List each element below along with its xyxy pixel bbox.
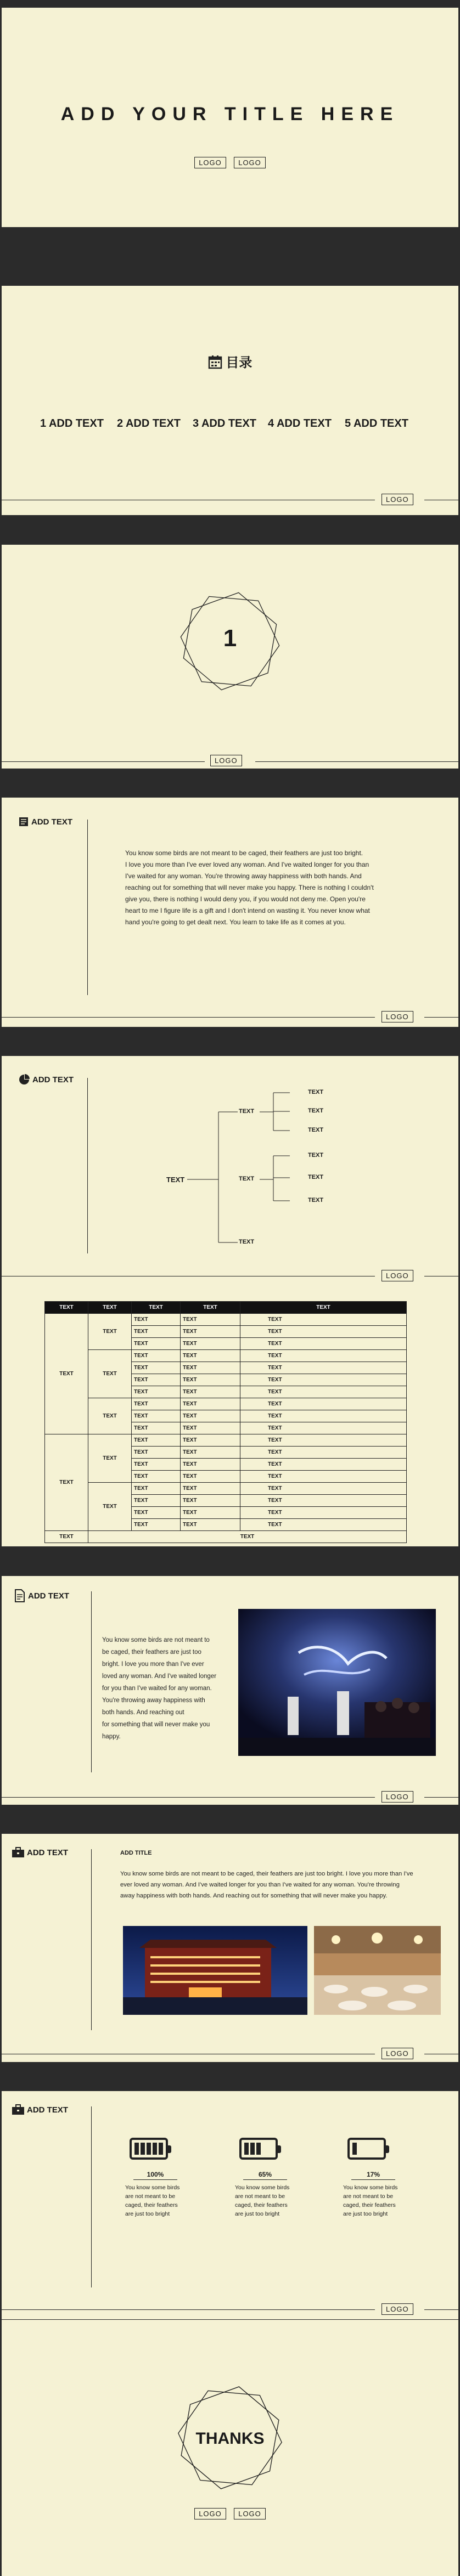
table-cell: TEXT [240,1447,407,1459]
logo: LOGO [382,1011,413,1023]
tree-root: TEXT [166,1176,185,1184]
divider [424,1017,458,1018]
toc-item-5[interactable]: 5 ADD TEXT [345,417,408,430]
table-cell: TEXT [88,1434,132,1483]
battery-card: 65% You know some birds are not meant to be caged, their feathers are just too bright [235,2138,301,2218]
table-cell: TEXT [181,1410,240,1422]
table-cell: TEXT [132,1398,181,1410]
logo: LOGO [210,755,242,766]
battery-icon [130,2138,168,2160]
book-icon [18,816,29,827]
battery-card: 100% You know some birds are not meant to be caged, their feathers are just too bright [125,2138,191,2218]
table-cell: TEXT [132,1326,181,1338]
tree-leaf: TEXT [308,1174,324,1180]
table-cell: TEXT [88,1314,132,1350]
table-cell: TEXT [132,1459,181,1471]
tree-leaf: TEXT [308,1197,324,1204]
toc-slide [2,286,458,515]
body-text: You know some birds are not meant to be caged, their feathers are just too bright. I love you more than I've ever loved any woman. And I've waited longer for you than I've waited for any woman. You're throwing away happiness with both hands. And reaching out for something that will never make you happy. There is nothing I couldn't give you, there is nothing I would deny you, if you would not deny me. Open you're heart to me I figure life is a gift and I don't intend on wasting it. You never know what hand you're going to get dealt next. You learn to take life as it comes at you. [125,849,374,926]
table-cell: TEXT [240,1459,407,1471]
briefcase-icon [12,1847,25,1858]
table-cell: TEXT [132,1483,181,1495]
table-cell: TEXT [132,1447,181,1459]
slide-header [12,2104,68,2115]
table-cell: TEXT [88,1350,132,1398]
toc-item-1[interactable]: 1 ADD TEXT [40,417,104,430]
table-cell: TEXT [181,1459,240,1471]
battery-slide [2,2091,458,2319]
table-cell: TEXT [181,1326,240,1338]
table-cell: TEXT [240,1519,407,1531]
vertical-rule [91,1591,92,1772]
thanks-text: THANKS [195,2430,265,2448]
logo: LOGO [382,2048,413,2059]
logo: LOGO [234,157,266,168]
logo: LOGO [194,157,226,168]
logo: LOGO [382,494,413,505]
tree-node: TEXT [239,1108,255,1115]
battery-level-bar [352,2143,357,2155]
toc-heading [2,352,458,371]
table-cell: TEXT [132,1374,181,1386]
table-cell: TEXT [132,1350,181,1362]
table-footer-cell: TEXT [88,1531,407,1543]
vertical-rule [91,2106,92,2287]
table-cell: TEXT [132,1519,181,1531]
table-cell: TEXT [240,1314,407,1326]
battery-level-bar [256,2143,261,2155]
event-stage-photo [238,1609,436,1756]
divider [243,2179,287,2180]
battery-icon [239,2138,278,2160]
header-label: ADD TEXT [28,1591,69,1601]
table-cell: TEXT [181,1398,240,1410]
logo: LOGO [382,1791,413,1803]
battery-percent: 65% [258,2171,272,2178]
table-cell: TEXT [132,1338,181,1350]
banquet-hall-photo [314,1926,441,2015]
table-cell: TEXT [181,1519,240,1531]
table-cell: TEXT [240,1410,407,1422]
logo: LOGO [234,2508,266,2519]
table-cell: TEXT [132,1386,181,1398]
table-cell: TEXT [240,1326,407,1338]
divider [424,1797,458,1798]
table-cell: TEXT [181,1338,240,1350]
section-number: 1 [223,625,237,652]
divider [2,2309,375,2310]
table-cell: TEXT [240,1471,407,1483]
table-cell: TEXT [132,1410,181,1422]
table-cell: TEXT [88,1483,132,1531]
header-label: ADD TEXT [27,2105,68,2115]
image-slide [2,1576,458,1805]
slide-header [18,816,72,827]
table-cell: TEXT [240,1386,407,1398]
subtitle: ADD TITLE [120,1850,152,1856]
table-cell: TEXT [181,1314,240,1326]
body-text: You know some birds are not meant to be caged, their feathers are just too bright. I love you more than I've ever loved any woman. And I've waited longer for you than I've waited for any woman. You're throwing away happiness with both hands. And reaching out for something that will never make you happy. [120,1871,413,1899]
battery-percent: 100% [147,2171,164,2178]
table-header-cell: TEXT [88,1302,132,1314]
header-label: ADD TEXT [31,817,72,827]
table-cell: TEXT [181,1350,240,1362]
table-cell: TEXT [132,1314,181,1326]
thanks-slide [2,2320,458,2576]
battery-level-bar [250,2143,255,2155]
table-cell: TEXT [132,1495,181,1507]
header-label: ADD TEXT [27,1848,68,1857]
battery-card: 17% You know some birds are not meant to be caged, their feathers are just too bright [343,2138,409,2218]
table-cell: TEXT [181,1483,240,1495]
table-cell: TEXT [240,1362,407,1374]
table-cell: TEXT [132,1507,181,1519]
logo: LOGO [194,2508,226,2519]
divider [424,2309,458,2310]
logo: LOGO [382,2303,413,2315]
table-cell: TEXT [45,1434,88,1531]
vertical-rule [87,820,88,995]
table-cell: TEXT [132,1362,181,1374]
vertical-rule [91,1849,92,2030]
header-label: ADD TEXT [32,1075,74,1084]
hotel-night-photo [123,1926,307,2015]
table-cell: TEXT [181,1422,240,1434]
section-slide [2,545,458,769]
table-cell: TEXT [181,1507,240,1519]
slide-header [14,1589,69,1602]
toc-item-4[interactable]: 4 ADD TEXT [268,417,332,430]
divider [255,761,458,762]
table-cell: TEXT [240,1398,407,1410]
battery-level-bar [159,2143,163,2155]
divider [351,2179,395,2180]
divider [2,1797,375,1798]
table-cell: TEXT [88,1398,132,1434]
calendar-icon [208,355,222,369]
table-cell: TEXT [181,1374,240,1386]
tree-leaf: TEXT [308,1152,324,1159]
table-cell: TEXT [132,1471,181,1483]
text-slide [2,798,458,1027]
divider [133,2179,177,2180]
document-icon [14,1589,26,1602]
divider [2,1017,375,1018]
table-slide [2,1283,458,1546]
table-cell: TEXT [240,1507,407,1519]
table-header-cell: TEXT [132,1302,181,1314]
table-cell: TEXT [181,1495,240,1507]
body-text: You know some birds are not meant to be caged, their feathers are just too bright. I love you more than I've ever loved any woman. And I've waited longer for you than I've waited for any woman. You're throwing away happiness with both hands. And reaching out for something that will never make you happy. [102,1637,217,1740]
tree-node: TEXT [239,1176,255,1182]
table-cell: TEXT [240,1338,407,1350]
tree-node: TEXT [239,1239,255,1245]
table-cell: TEXT [132,1422,181,1434]
tree-slide [2,1056,458,1283]
battery-level-bar [147,2143,151,2155]
table-cell: TEXT [181,1434,240,1447]
table-cell: TEXT [181,1447,240,1459]
battery-level-bar [153,2143,157,2155]
table-header-cell: TEXT [240,1302,407,1314]
table-cell: TEXT [45,1314,88,1434]
table-header-cell: TEXT [181,1302,240,1314]
divider [2,761,205,762]
battery-level-bar [244,2143,249,2155]
battery-level-bar [141,2143,145,2155]
table-cell: TEXT [240,1483,407,1495]
tree-leaf: TEXT [308,1127,324,1133]
table-cell: TEXT [240,1495,407,1507]
table-cell: TEXT [240,1350,407,1362]
battery-percent: 17% [366,2171,380,2178]
data-table [44,1301,407,1543]
table-footer-cell: TEXT [45,1531,88,1543]
briefcase-icon [12,2104,25,2115]
cover-title: ADD YOUR TITLE HERE [60,104,400,125]
tree-leaf: TEXT [308,1089,324,1095]
table-cell: TEXT [240,1422,407,1434]
table-cell: TEXT [240,1434,407,1447]
table-cell: TEXT [181,1362,240,1374]
table-cell: TEXT [240,1374,407,1386]
battery-level-bar [134,2143,139,2155]
table-cell: TEXT [181,1471,240,1483]
toc-item-3[interactable]: 3 ADD TEXT [193,417,256,430]
cover-slide [2,8,458,227]
tree-leaf: TEXT [308,1108,324,1114]
logo: LOGO [382,1270,413,1281]
photo-slide [2,1834,458,2062]
toc-item-2[interactable]: 2 ADD TEXT [117,417,181,430]
table-cell: TEXT [132,1434,181,1447]
table-cell: TEXT [181,1386,240,1398]
tree-connectors [2,1056,458,1283]
table-header-cell: TEXT [45,1302,88,1314]
toc-title: 目录 [226,355,253,370]
battery-icon [347,2138,386,2160]
slide-header [12,1847,68,1858]
